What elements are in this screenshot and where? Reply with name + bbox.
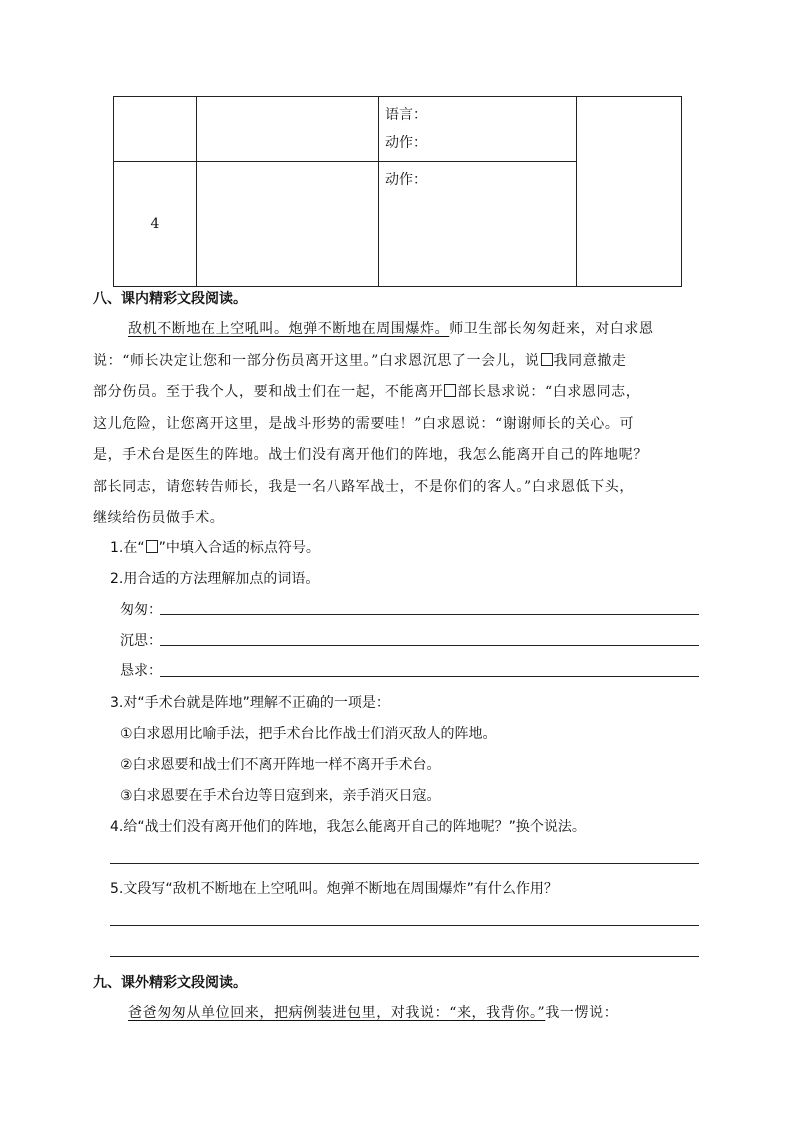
- passage-text: 师卫生部长匆匆赶来，对白求恩: [449, 321, 654, 337]
- punctuation-blank-box[interactable]: [541, 353, 553, 366]
- option-2[interactable]: ②白求恩要和战士们不离开阵地一样不离开手术台。: [120, 757, 441, 773]
- question-3: 3.对“手术台就是阵地”理解不正确的一项是：: [110, 695, 390, 711]
- passage-text: 说：“师长决定让您和一部分伤员离开这里。”白求恩沉思了一会儿，说: [93, 353, 540, 369]
- passage-9-line-1: [128, 1002, 794, 1022]
- table-cell-merged: [577, 97, 682, 287]
- table-row: [114, 97, 682, 162]
- table-cell-num: [114, 97, 197, 162]
- table-cell-line: 语言：: [385, 107, 427, 123]
- question-2: 2.用合适的方法理解加点的词语。: [110, 571, 320, 587]
- passage-text: 部分伤员。至于我个人，要和战士们在一起，不能离开: [93, 384, 444, 400]
- answer-line-3[interactable]: [160, 676, 699, 677]
- passage-line-1: [128, 318, 794, 338]
- question-text: ”中填入合适的标点符号。: [158, 540, 320, 556]
- answer-table: [113, 96, 682, 287]
- answer-line-5b[interactable]: [110, 956, 699, 957]
- table-cell-content: [197, 97, 379, 162]
- passage-underlined-text: 爸爸匆匆从单位回来，把病例装进包里，对我说：: [128, 1005, 450, 1021]
- passage-line-7: 继续给伤员做手术。: [93, 510, 225, 526]
- word-label-3: 恳求：: [120, 663, 162, 679]
- passage-line-3: [93, 381, 794, 401]
- table-cell-detail: [379, 97, 577, 162]
- table-cell-line: 动作：: [385, 172, 427, 188]
- answer-line-5a[interactable]: [110, 925, 699, 926]
- punctuation-blank-box[interactable]: [444, 384, 456, 397]
- table-cell-line: 动作：: [385, 135, 427, 151]
- passage-text: 部长恳求说：“白求恩同志，: [457, 384, 641, 400]
- passage-line-6: 部长同志，请您转告师长，我是一名八路军战士，不是你们的客人。”白求恩低下头，: [93, 479, 634, 495]
- table-cell-content: [197, 162, 379, 287]
- table-cell-detail: [379, 162, 577, 287]
- question-text: 1.在“: [110, 540, 145, 556]
- question-5: 5.文段写“敌机不断地在上空吼叫。炮弹不断地在周围爆炸”有什么作用？: [110, 881, 558, 897]
- question-1: [110, 537, 794, 557]
- question-4: 4.给“战士们没有离开他们的阵地，我怎么能离开自己的阵地呢？”换个说法。: [110, 819, 586, 835]
- passage-text: 我同意撤走: [553, 353, 627, 369]
- option-3[interactable]: ③白求恩要在手术台边等日寇到来，亲手消灭日寇。: [120, 788, 441, 804]
- section-8-title: 八、课内精彩文段阅读。: [93, 291, 247, 307]
- answer-line-2[interactable]: [160, 645, 699, 646]
- passage-line-4: 这儿危险，让您离开这里，是战斗形势的需要哇！”白求恩说：“谢谢师长的关心。可: [93, 416, 635, 432]
- passage-underlined-quote: “来，我背你。”: [449, 1005, 546, 1021]
- passage-line-5: 是，手术台是医生的阵地。战士们没有离开他们的阵地，我怎么能离开自己的阵地呢？: [93, 447, 648, 463]
- word-label-1: 匆匆：: [120, 602, 162, 618]
- passage-line-2: [93, 350, 794, 370]
- answer-line-1[interactable]: [160, 614, 699, 615]
- option-1[interactable]: ①白求恩用比喻手法，把手术台比作战士们消灭敌人的阵地。: [120, 726, 497, 742]
- box-symbol: [146, 540, 158, 553]
- section-9-title: 九、课外精彩文段阅读。: [93, 975, 247, 991]
- passage-underlined-text: 敌机不断地在上空吼叫。炮弹不断地在周围爆炸。: [128, 321, 450, 337]
- table-cell-num: 4: [114, 162, 197, 287]
- word-label-2: 沉思：: [120, 633, 162, 649]
- answer-line-4[interactable]: [110, 863, 699, 864]
- passage-text: 我一愣说：: [545, 1005, 619, 1021]
